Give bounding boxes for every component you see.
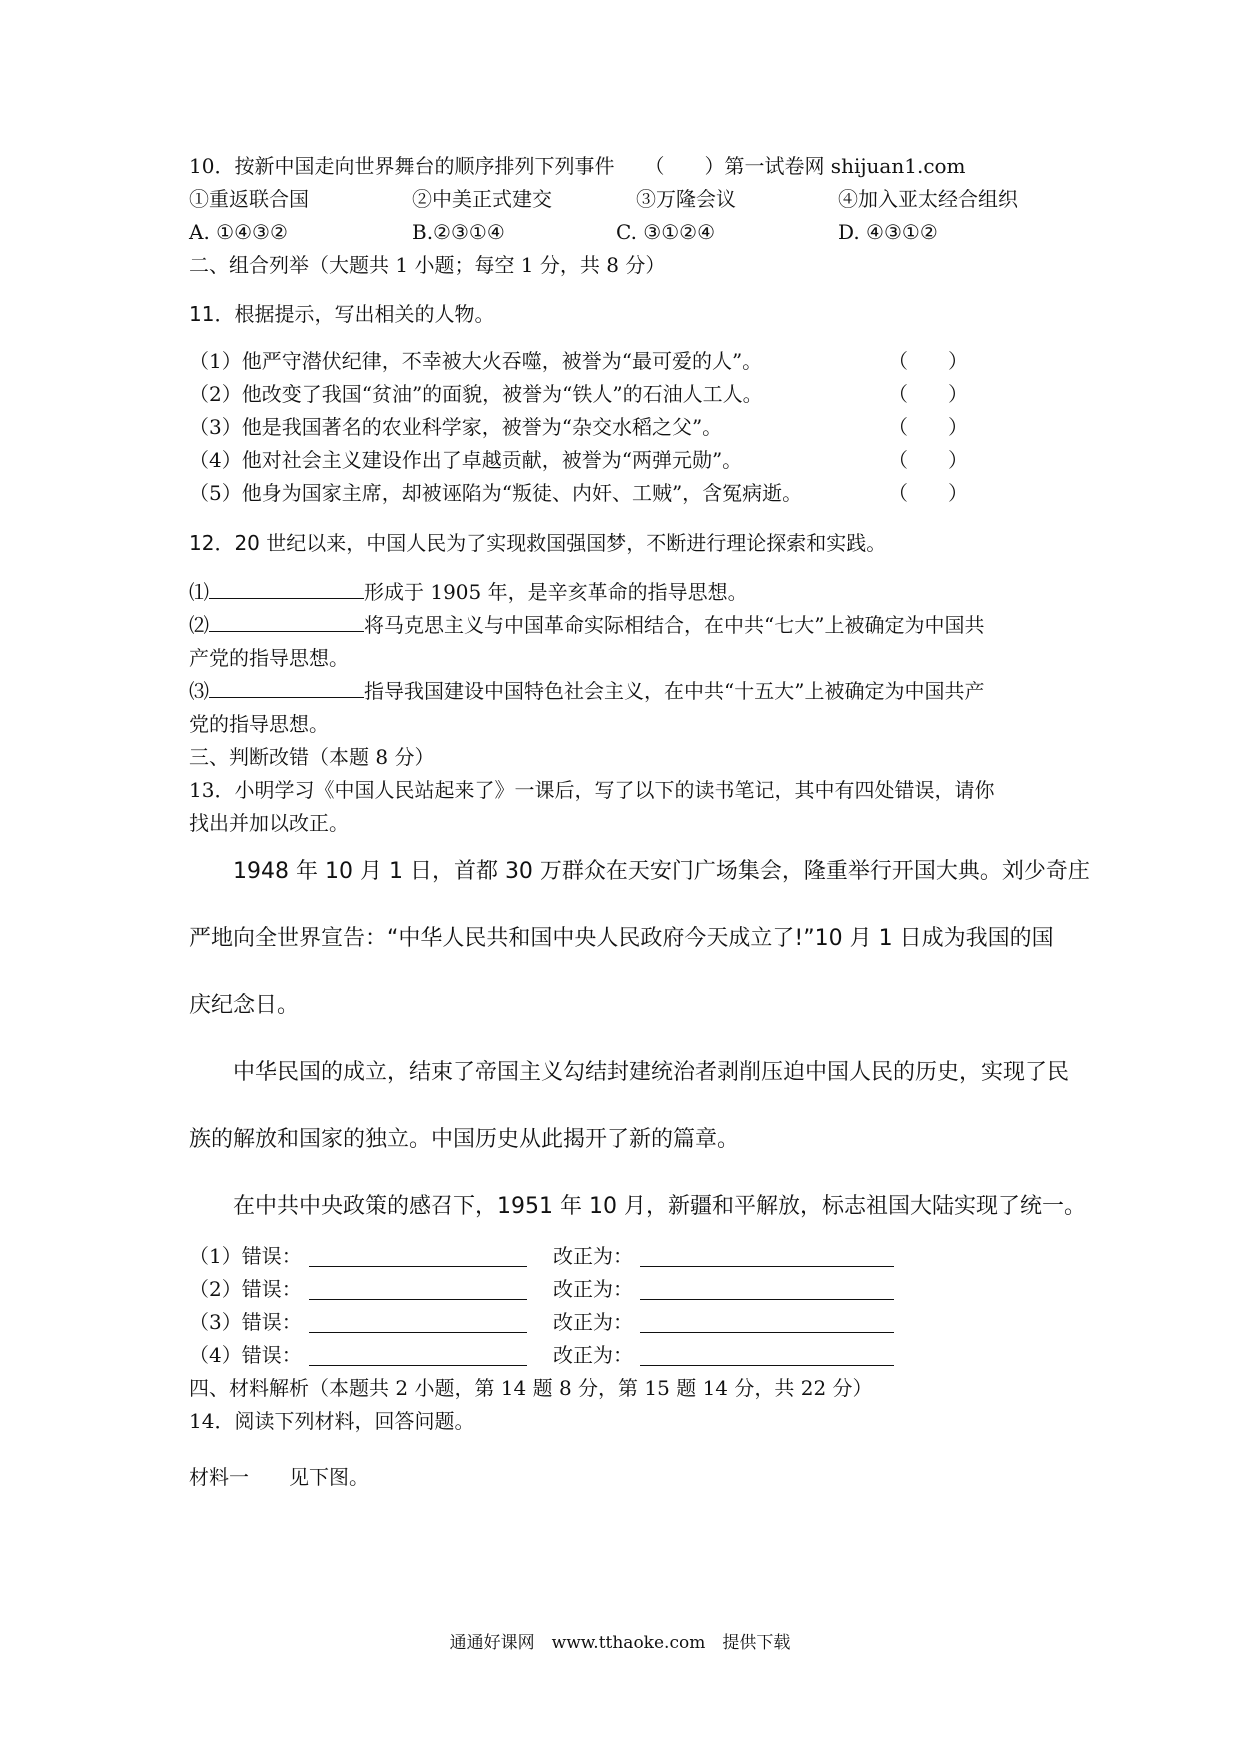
q13-error-label-4: （4）错误： <box>189 1343 302 1367</box>
q13-passage-p2-line-1: 中华民国的成立，结束了帝国主义勾结封建统治者剥削压迫中国人民的历史，实现了民 <box>233 1060 1070 1085</box>
q13-error-blank-4[interactable] <box>309 1345 527 1366</box>
q12-answer-blank-3[interactable] <box>209 679 364 698</box>
q13-error-blank-2[interactable] <box>309 1279 527 1300</box>
q13-stem-line-2: 找出并加以改正。 <box>189 811 349 835</box>
q12-item-3 <box>189 678 984 704</box>
q13-correct-blank-4[interactable] <box>640 1345 894 1366</box>
q10-item-2: ②中美正式建交 <box>412 187 552 211</box>
q10-choice-d: D. ④③①② <box>838 220 938 244</box>
q13-correct-blank-1[interactable] <box>640 1246 894 1267</box>
q13-passage-p3: 在中共中央政策的感召下，1951 年 10 月，新疆和平解放，标志祖国大陆实现了统一。 <box>233 1194 1086 1219</box>
q12-item-1-number: ⑴ <box>189 580 209 604</box>
q13-passage-p1-line-2: 严地向全世界宣告：“中华人民共和国中央人民政府今天成立了!”10 月 1 日成为我国的国 <box>189 926 1054 951</box>
q13-error-blank-1[interactable] <box>309 1246 527 1267</box>
q11-answer-paren-1[interactable]: （ ） <box>888 349 968 373</box>
section-3-heading: 三、判断改错（本题 8 分） <box>189 745 435 769</box>
q11-item-1: （1）他严守潜伏纪律，不幸被大火吞噬，被誉为“最可爱的人”。 <box>189 349 763 373</box>
q10-item-1: ①重返联合国 <box>189 187 309 211</box>
q12-item-2-number: ⑵ <box>189 613 209 637</box>
q12-item-3-number: ⑶ <box>189 679 209 703</box>
q11-item-2: （2）他改变了我国“贫油”的面貌，被誉为“铁人”的石油人工人。 <box>189 382 763 406</box>
q12-item-1-text: 形成于 1905 年，是辛亥革命的指导思想。 <box>364 580 748 604</box>
q12-item-3-continued: 党的指导思想。 <box>189 712 329 736</box>
q13-correct-label-2: 改正为： <box>553 1277 633 1301</box>
q12-stem: 12．20 世纪以来，中国人民为了实现救国强国梦，不断进行理论探索和实践。 <box>189 531 887 555</box>
q14-material-1: 材料一 见下图。 <box>189 1465 369 1489</box>
q12-item-2-text: 将马克思主义与中国革命实际相结合，在中共“七大”上被确定为中国共 <box>364 613 985 637</box>
q10-choice-b: B.②③①④ <box>412 220 505 244</box>
q13-correct-label-1: 改正为： <box>553 1244 633 1268</box>
q13-error-label-1: （1）错误： <box>189 1244 302 1268</box>
q11-answer-paren-2[interactable]: （ ） <box>888 382 968 406</box>
q12-item-2 <box>189 612 984 638</box>
q12-item-3-text: 指导我国建设中国特色社会主义，在中共“十五大”上被确定为中国共产 <box>364 679 985 703</box>
q11-answer-paren-5[interactable]: （ ） <box>888 481 968 505</box>
q13-stem-line-1: 13．小明学习《中国人民站起来了》一课后，写了以下的读书笔记，其中有四处错误，请你 <box>189 778 995 802</box>
q13-error-blank-3[interactable] <box>309 1312 527 1333</box>
q12-answer-blank-1[interactable] <box>209 580 364 599</box>
q12-answer-blank-2[interactable] <box>209 613 364 632</box>
q13-passage-p2-line-2: 族的解放和国家的独立。中国历史从此揭开了新的篇章。 <box>189 1127 740 1152</box>
q11-answer-paren-4[interactable]: （ ） <box>888 448 968 472</box>
q13-correct-blank-2[interactable] <box>640 1279 894 1300</box>
q11-item-5: （5）他身为国家主席，却被诬陷为“叛徒、内奸、工贼”，含冤病逝。 <box>189 481 803 505</box>
q13-error-label-2: （2）错误： <box>189 1277 302 1301</box>
q11-item-4: （4）他对社会主义建设作出了卓越贡献，被誉为“两弹元勋”。 <box>189 448 743 472</box>
q13-passage-p1-line-3: 庆纪念日。 <box>189 993 300 1018</box>
q14-stem: 14．阅读下列材料，回答问题。 <box>189 1409 475 1433</box>
q10-stem: 10．按新中国走向世界舞台的顺序排列下列事件 （ ）第一试卷网 shijuan1.com <box>189 154 966 178</box>
section-2-heading: 二、组合列举（大题共 1 小题；每空 1 分，共 8 分） <box>189 253 666 277</box>
q11-item-3: （3）他是我国著名的农业科学家，被誉为“杂交水稻之父”。 <box>189 415 723 439</box>
q13-correct-label-4: 改正为： <box>553 1343 633 1367</box>
q13-passage-p1-line-1: 1948 年 10 月 1 日，首都 30 万群众在天安门广场集会，隆重举行开国大典。刘少奇庄 <box>233 859 1090 884</box>
page-footer: 通通好课网 www.tthaoke.com 提供下载 <box>449 1633 791 1653</box>
q11-stem: 11．根据提示，写出相关的人物。 <box>189 302 495 326</box>
q13-correct-blank-3[interactable] <box>640 1312 894 1333</box>
q10-item-3: ③万隆会议 <box>636 187 736 211</box>
q10-item-4: ④加入亚太经合组织 <box>838 187 1018 211</box>
q13-correct-label-3: 改正为： <box>553 1310 633 1334</box>
q13-error-label-3: （3）错误： <box>189 1310 302 1334</box>
q11-answer-paren-3[interactable]: （ ） <box>888 415 968 439</box>
q10-choice-a: A. ①④③② <box>189 220 288 244</box>
q10-choice-c: C. ③①②④ <box>616 220 716 244</box>
q12-item-1 <box>189 579 748 605</box>
section-4-heading: 四、材料解析（本题共 2 小题，第 14 题 8 分，第 15 题 14 分，共 22 分） <box>189 1376 873 1400</box>
q12-item-2-continued: 产党的指导思想。 <box>189 646 349 670</box>
